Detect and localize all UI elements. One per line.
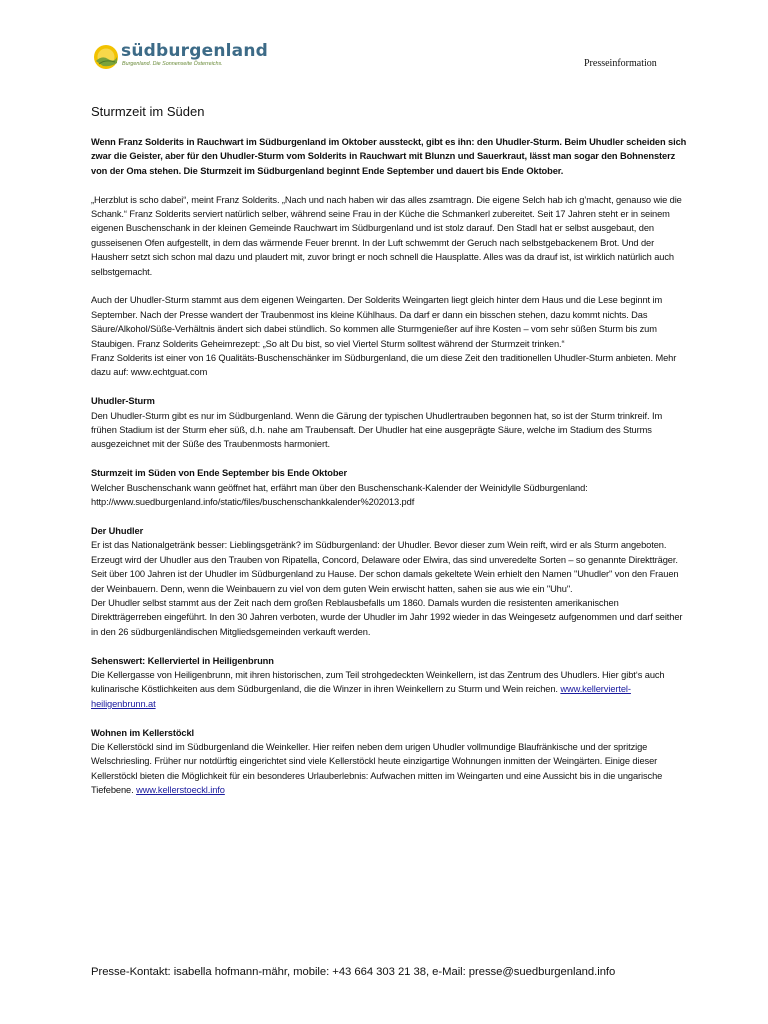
body-paragraph: Franz Solderits ist einer von 16 Qualitäts-Buschenschänker im Südburgenland, die um diese Zeit den traditionellen Uhudler-Sturm anbieten. Mehr dazu auf: www.echtguat.com [91, 353, 677, 378]
document-title: Sturmzeit im Süden [91, 104, 205, 119]
logo-wordmark: südburgenland [121, 41, 269, 61]
sun-logo-icon [93, 44, 119, 70]
section-text: Der Uhudler selbst stammt aus der Zeit nach dem großen Reblausbefalls um 1860. Damals wurden die resistenten amerikanischen Direktträgerreben eingeführt. In den 30 Jahren verboten, wurde der Uhudler im Jahr 1992 wieder in das Weingesetz aufgenommen und darf seither in den 26 südburgenländischen Mitgliedsgemeinden verkauft werden. [91, 597, 683, 637]
section-heading: Der Uhudler [91, 525, 144, 536]
section-heading: Sehenswert: Kellerviertel in Heiligenbrunn [91, 655, 274, 666]
section-heading: Uhudler-Sturm [91, 396, 155, 407]
body-paragraph: Auch der Uhudler-Sturm stammt aus dem eigenen Weingarten. Der Solderits Weingarten liegt gleich hinter dem Haus und die Lese beginnt im September. Nach der Presse wandert der Traubenmost ins kleine Kühlhaus. Da darf er dann ein bisschen stehen, dazu kommt nichts. Das Säure/Alkohol/Süße-Verhältnis ändert sich dabei stündlich. So kommen alle Sturmgenießer auf ihre Kosten – vom sehr süßen Sturm bis zum Staubigen. Franz Solderits Geheimrezept: „So alt Du bist, so viel Viertel Sturm solltest während der Sturmzeit trinken.“ [91, 295, 663, 349]
logo-tagline: Burgenland. Die Sonnenseite Österreichs. [122, 61, 223, 67]
suedburgenland-logo [93, 41, 269, 72]
body-paragraph: „Herzblut is scho dabei“, meint Franz Solderits. „Nach und nach haben wir das alles zsamtragn. Die eigene Selch hab ich g’macht, genauso wie die Schank.“ Franz Solderits serviert natürlich selber, während seine Frau in der Küche die Schmankerl zubereitet. Seit 17 Jahren steht er in seinem eigenen Buschenschank in der kleinen Gemeinde Rauchwart im Südburgenland und ist stolz darauf. Den Stadl hat er selbst ausgebaut, den gusseisenen Ofen aufgestellt, in dem das wärmende Feuer brennt. In der Luft schwemmt der Geruch nach selbstgebackenem Brot. Und der Hausherr setzt sich schon mal dazu und plaudert mit, zuvor bringt er noch schnell die Hausplatte. Alles was da drauf ist, ist wirklich natürlich auch selbstgemacht. [91, 194, 682, 277]
press-contact-footer: Presse-Kontakt: isabella hofmann-mähr, mobile: +43 664 303 21 38, e-Mail: presse@suedburgenland.info [91, 966, 616, 978]
press-info-label: Presseinformation [584, 58, 657, 69]
section-text-body: Die Kellergasse von Heiligenbrunn, mit ihren historischen, zum Teil strohgedeckten Weinkellern, ist das Zentrum des Uhudlers. Hier gibt‘s auch kulinarische Köstlichkeiten aus dem Südburgenland, die die Winzer in ihren Weinkellern zu Sturm und Wein reichen. [91, 669, 665, 695]
kellerviertel-link[interactable]: www.kellerviertel-heiligenbrunn.at [91, 684, 631, 709]
section-text: Er ist das Nationalgetränk besser: Lieblingsgetränk? im Südburgenland: der Uhudler. Bevor dieser zum Wein reift, wird er als Sturm angeboten. Erzeugt wird der Uhudler aus den Trauben von Ripatella, Concord, Delaware oder Elwira, das sind unveredelte Sorten – so genannte Direktträger. Seit über 100 Jahren ist der Uhudler im Südburgenland zu Hause. Der schon damals gekeltete Wein erhielt den Namen "Uhudler" von den Frauen der Weinbauern. Denn, wenn die Weinbauern zu viel von dem guten Wein erwischt hatten, sahen sie aus wie ein "Uhu". [91, 540, 679, 594]
document-body [91, 135, 689, 798]
section-text-body: Die Kellerstöckl sind im Südburgenland die Weinkeller. Hier reifen neben dem urigen Uhudler vollmundige Blaufränkische und der spritzige Welschriesling. Früher nur notdürftig eingerichtet sind viele Kellerstöckl heute einzigartige Wohnungen inmitten der Weingärten. Einige dieser Kellerstöckl bieten die Möglichkeit für ein besonderes Urlauberlebnis: Aufwachen mitten im Weingarten und eine Aussicht bis in die ungarische Tiefebene. [91, 741, 663, 796]
section-text [91, 668, 689, 711]
lead-paragraph: Wenn Franz Solderits in Rauchwart im Südburgenland im Oktober aussteckt, gibt es ihn: den Uhudler-Sturm. Beim Uhudler scheiden sich zwar die Geister, aber für den Uhudler-Sturm vom Solderits in Rauchwart mit Blunzn und Sauerkraut, lässt man sogar den Bohnensterz von der Oma stehen. Die Sturmzeit im Südburgenland beginnt Ende September und dauert bis Ende Oktober. [91, 137, 687, 176]
section-heading: Wohnen im Kellerstöckl [91, 727, 195, 738]
kellerstoeckl-link[interactable]: www.kellerstoeckl.info [136, 785, 225, 796]
section-text [91, 740, 689, 798]
section-text: Den Uhudler-Sturm gibt es nur im Südburgenland. Wenn die Gärung der typischen Uhudlertrauben begonnen hat, so ist der Sturm trinkreif. Im frühen Stadium ist der Sturm eher süß, d.h. nahe am Traubensaft. Der Uhudler hat eine ausgeprägte Säure, welche im Stadium des Sturms ausgezeichnet mit der Süße des Traubenmosts harmoniert. [91, 410, 663, 450]
section-heading: Sturmzeit im Süden von Ende September bis Ende Oktober [91, 468, 347, 479]
section-text: Welcher Buschenschank wann geöffnet hat, erfährt man über den Buschenschank-Kalender der Weinidylle Südburgenland: http://www.suedburgenland.info/static/files/buschenschankkalender%202013.pdf [91, 482, 588, 508]
